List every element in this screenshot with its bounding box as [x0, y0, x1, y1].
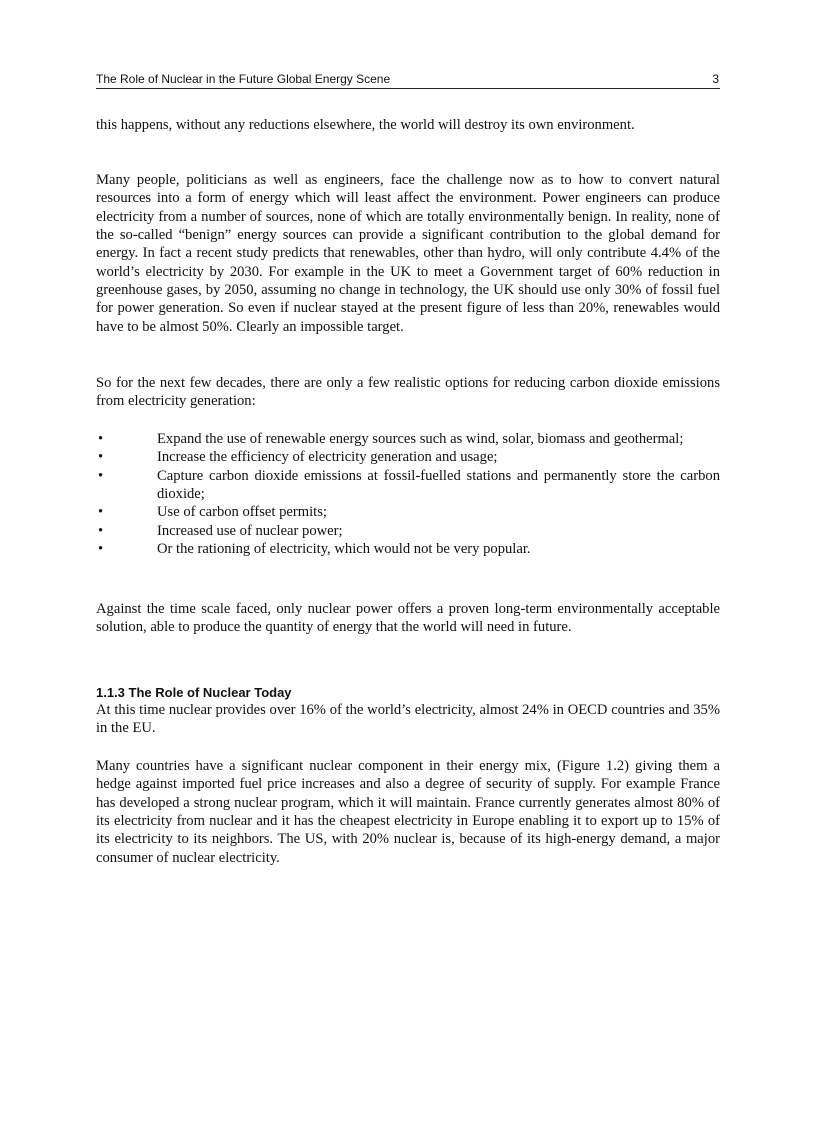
bullet-icon: • [98, 504, 104, 521]
paragraph: Against the time scale faced, only nuclear power offers a proven long-term environmentally acceptable solution, able to produce the quantity of energy that the world will need in future. [96, 601, 720, 636]
list-item-text: Increased use of nuclear power; [157, 522, 343, 539]
bullet-icon: • [98, 431, 104, 447]
list-item [96, 430, 720, 448]
bullet-icon: • [98, 541, 104, 558]
list-item-text: Increase the efficiency of electricity generation and usage; [157, 449, 498, 466]
paragraph: Many countries have a significant nuclear component in their energy mix, (Figure 1.2) giving them a hedge against imported fuel price increases and also a degree of security of supply. For example France has developed a strong nuclear program, which it will maintain. France currently generates almost 80% of its electricity from nuclear and it has the cheapest electricity in Europe enabling it to export up to 15% of its electricity to its neighbors. The US, with 20% nuclear is, because of its high-energy demand, a major consumer of nuclear electricity. [96, 758, 720, 866]
paragraph: this happens, without any reductions elsewhere, the world will destroy its own environment. [96, 117, 635, 133]
list-item [96, 503, 720, 521]
paragraph: So for the next few decades, there are only a few realistic options for reducing carbon dioxide emissions from electricity generation: [96, 375, 720, 410]
paragraph: Many people, politicians as well as engineers, face the challenge now as to how to convert natural resources into a form of energy which will least affect the environment. Power engineers can produce electricity from a number of sources, none of which are totally environmentally benign. In reality, none of the so-called “benign” energy sources can provide a significant contribution to the global demand for energy. In fact a recent study predicts that renewables, other than hydro, will only contribute 4.4% of the world’s electricity by 2030. For example in the UK to meet a Government target of 60% reduction in greenhouse gases, by 2050, assuming no change in technology, the UK should use only 30% of fossil fuel for power generation. So even if nuclear stayed at the present figure of less than 20%, renewables would have to be almost 50%. Clearly an impossible target. [96, 172, 720, 335]
list-item [96, 540, 720, 558]
list-item-text: Or the rationing of electricity, which would not be very popular. [157, 541, 531, 558]
running-header [96, 72, 720, 89]
list-item [96, 448, 720, 466]
list-item-text: Use of carbon offset permits; [157, 504, 327, 521]
list-item-text: Capture carbon dioxide emissions at fossil-fuelled stations and permanently store the carbon dioxide; [157, 467, 720, 503]
bullet-icon: • [98, 522, 104, 539]
section-heading: 1.1.3 The Role of Nuclear Today [96, 685, 292, 700]
page-number: 3 [712, 72, 719, 86]
header-title: The Role of Nuclear in the Future Global Energy Scene [96, 72, 391, 86]
bullet-icon: • [98, 467, 104, 484]
list-item [96, 522, 720, 540]
paragraph: At this time nuclear provides over 16% of the world’s electricity, almost 24% in OECD countries and 35% in the EU. [96, 702, 720, 737]
bullet-icon: • [98, 449, 104, 466]
bullet-list [96, 430, 720, 558]
list-item [96, 467, 720, 504]
list-item-text: Expand the use of renewable energy sources such as wind, solar, biomass and geothermal; [157, 431, 684, 447]
